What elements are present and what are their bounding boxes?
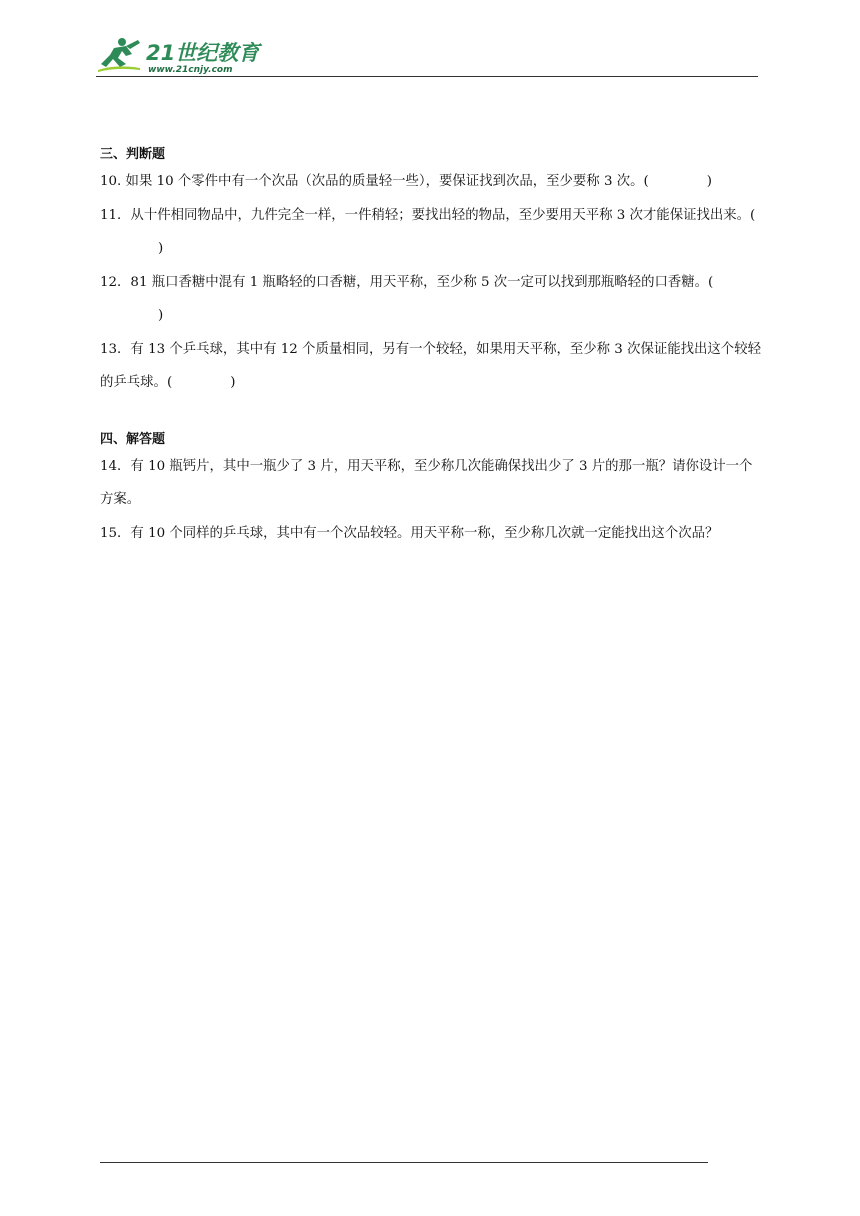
section-gap — [100, 400, 765, 430]
exam-content — [100, 145, 765, 550]
question-14: 14．有 10 瓶钙片，其中一瓶少了 3 片，用天平称，至少称几次能确保找出少了 3 片的那一瓶？请你设计一个方案。 — [100, 458, 753, 507]
header-rule — [96, 76, 758, 77]
logo-url: www.21cnjy.com — [148, 65, 233, 75]
question-11: 11．从十件相同物品中，九件完全一样，一件稍轻；要找出轻的物品，至少要用天平称 3 次才能保证找出来。() — [100, 207, 756, 256]
question-13: 13．有 13 个乒乓球，其中有 12 个质量相同，另有一个较轻，如果用天平称，至少称 3 次保证能找出这个较轻的乒乓球。( ) — [100, 341, 761, 390]
logo-text: 21世纪教育 — [146, 41, 260, 65]
page-header — [96, 32, 758, 78]
section-title: 四、解答题 — [100, 431, 166, 447]
section-title: 三、判断题 — [100, 147, 166, 162]
question-15: 15．有 10 个同样的乒乓球，其中有一个次品较轻。用天平称一称，至少称几次就一定能找出这个次品？ — [100, 525, 719, 541]
question-10: 10. 如果 10 个零件中有一个次品（次品的质量轻一些），要保证找到次品，至少要称 3 次。( ) — [100, 174, 712, 189]
section-answer — [100, 430, 765, 551]
question-12: 12．81 瓶口香糖中混有 1 瓶略轻的口香糖，用天平称，至少称 5 次一定可以找到那瓶略轻的口香糖。() — [100, 274, 714, 323]
footer-rule — [100, 1162, 708, 1163]
section-judgement — [100, 145, 765, 400]
logo-21cnjy — [96, 34, 266, 76]
runner-icon — [98, 38, 140, 72]
